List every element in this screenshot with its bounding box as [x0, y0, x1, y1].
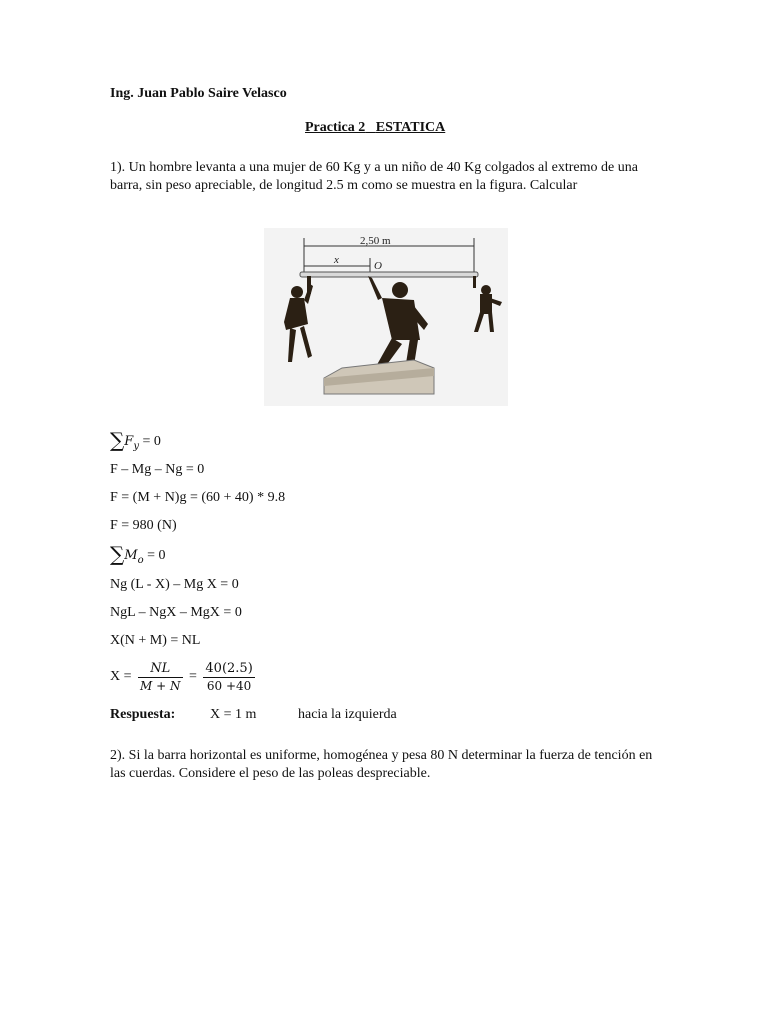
equation-8: X(N + M) = NL [110, 633, 201, 648]
bar [300, 272, 478, 277]
force-variable: F [124, 434, 134, 449]
author-name: Ing. Juan Pablo Saire Velasco [110, 86, 287, 101]
fraction-numeric [203, 660, 254, 694]
force-subscript: y [133, 440, 139, 452]
x-equals: X = [110, 669, 136, 684]
x-label: x [334, 254, 339, 266]
figure-illustration [264, 228, 508, 406]
problem-1-figure [264, 228, 508, 406]
practice-number: Practica 2 [305, 120, 366, 135]
moment-subscript: o [137, 554, 144, 566]
summation-symbol: ∑ [110, 542, 125, 566]
equation-sum-moments [110, 542, 166, 566]
equation-rhs: = 0 [138, 434, 161, 449]
pivot-label: O [374, 260, 382, 272]
answer-line [110, 707, 397, 723]
length-label: 2,50 m [360, 235, 391, 247]
answer-value: X = 1 m [210, 707, 257, 722]
fraction-numerator: 40(2.5) [205, 661, 253, 676]
equation-4: F = 980 (N) [110, 518, 177, 533]
summation-symbol: ∑ [110, 428, 125, 452]
practice-title [305, 120, 445, 136]
equation-7: NgL – NgX – MgX = 0 [110, 605, 242, 620]
pedestal-box [324, 360, 434, 394]
woman-figure [284, 276, 313, 362]
problem-1-statement: 1). Un hombre levanta a una mujer de 60 Kg y a un niño de 40 Kg colgados al extremo de una barra, sin peso apreciable, de longitud 2.5 m como se muestra en la figura. Calcular [110, 160, 638, 193]
answer-label: Respuesta: [110, 707, 176, 722]
fraction-symbolic [138, 660, 182, 694]
fraction-denominator: M + N [140, 679, 181, 693]
fraction-denominator: 60 +40 [206, 679, 252, 693]
answer-direction: hacia la izquierda [298, 707, 397, 722]
child-figure [473, 276, 502, 332]
equation-6: Ng (L - X) – Mg X = 0 [110, 577, 239, 592]
fraction-numerator: NL [138, 660, 182, 678]
moment-variable: M [124, 548, 138, 563]
equation-sum-forces [110, 428, 161, 452]
problem-2-statement: 2). Si la barra horizontal es uniforme, homogénea y pesa 80 N determinar la fuerza de tención en las cuerdas. Considere el peso de las poleas despreciable. [110, 748, 653, 781]
practice-subject: ESTATICA [375, 120, 446, 135]
equation-3: F = (M + N)g = (60 + 40) * 9.8 [110, 490, 286, 505]
equation-2: F – Mg – Ng = 0 [110, 462, 205, 477]
equation-rhs: = 0 [143, 548, 166, 563]
equation-9 [110, 660, 258, 694]
equals-sign: = [189, 669, 197, 684]
